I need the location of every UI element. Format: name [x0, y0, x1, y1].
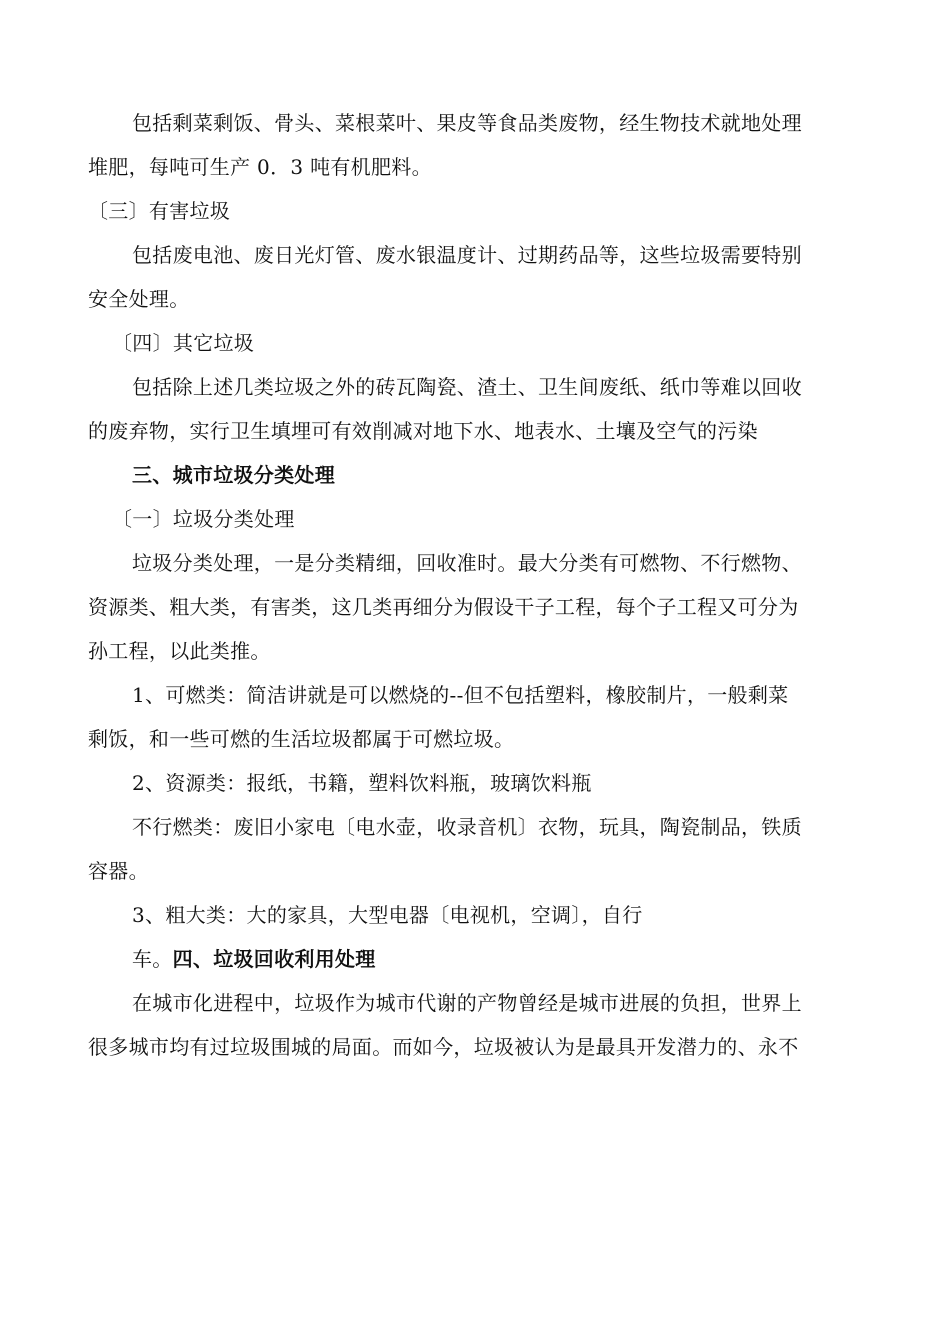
chapter-heading-classification: 三、城市垃圾分类处理 [132, 463, 335, 487]
list-item-bulky: 3、粗大类：大的家具，大型电器〔电视机，空调〕，自行 [132, 903, 643, 927]
paragraph-line-21: 在城市化进程中，垃圾作为城市代谢的产物曾经是城市进展的负担，世界上 [132, 991, 802, 1015]
document-page [88, 101, 872, 1069]
chapter-heading-recycling: 四、垃圾回收利用处理 [172, 947, 376, 971]
list-item-combustible: 1、可燃类：简洁讲就是可以燃烧的--但不包括塑料，橡胶制片，一般剩菜 [132, 683, 789, 707]
paragraph-line-8: 的废弃物，实行卫生填埋可有效削减对地下水、地表水、土壤及空气的污染 [88, 419, 758, 443]
paragraph-line-7: 包括除上述几类垃圾之外的砖瓦陶瓷、渣土、卫生间废纸、纸巾等难以回收 [132, 375, 802, 399]
paragraph-line-11: 垃圾分类处理，一是分类精细，回收准时。最大分类有可燃物、不行燃物、 [132, 551, 802, 575]
section-heading-classification: 〔一〕垃圾分类处理 [112, 507, 295, 531]
list-item-noncombustible: 不行燃类：废旧小家电〔电水壶，收录音机〕衣物，玩具，陶瓷制品，铁质 [132, 815, 802, 839]
paragraph-line-15: 剩饭，和一些可燃的生活垃圾都属于可燃垃圾。 [88, 727, 515, 751]
paragraph-line-22: 很多城市均有过垃圾围城的局面。而如今，垃圾被认为是最具开发潜力的、永不 [88, 1035, 799, 1059]
paragraph-line-1: 包括剩菜剩饭、骨头、菜根菜叶、果皮等食品类废物，经生物技术就地处理 [132, 111, 802, 135]
paragraph-line-18: 容器。 [88, 859, 149, 883]
paragraph-line-5: 安全处理。 [88, 287, 190, 311]
section-heading-other: 〔四〕其它垃圾 [112, 331, 255, 355]
section-heading-hazardous: 〔三〕有害垃圾 [88, 199, 231, 223]
paragraph-line-2: 堆肥，每吨可生产 0．3 吨有机肥料。 [88, 155, 432, 179]
paragraph-line-20 [88, 937, 872, 981]
paragraph-line-13: 孙工程，以此类推。 [88, 639, 271, 663]
paragraph-line-4: 包括废电池、废日光灯管、废水银温度计、过期药品等，这些垃圾需要特别 [132, 243, 802, 267]
line-lead-text: 车。 [132, 947, 173, 971]
paragraph-line-12: 资源类、粗大类，有害类，这几类再细分为假设干子工程，每个子工程又可分为 [88, 595, 799, 619]
list-item-resources: 2、资源类：报纸，书籍，塑料饮料瓶，玻璃饮料瓶 [132, 771, 592, 795]
